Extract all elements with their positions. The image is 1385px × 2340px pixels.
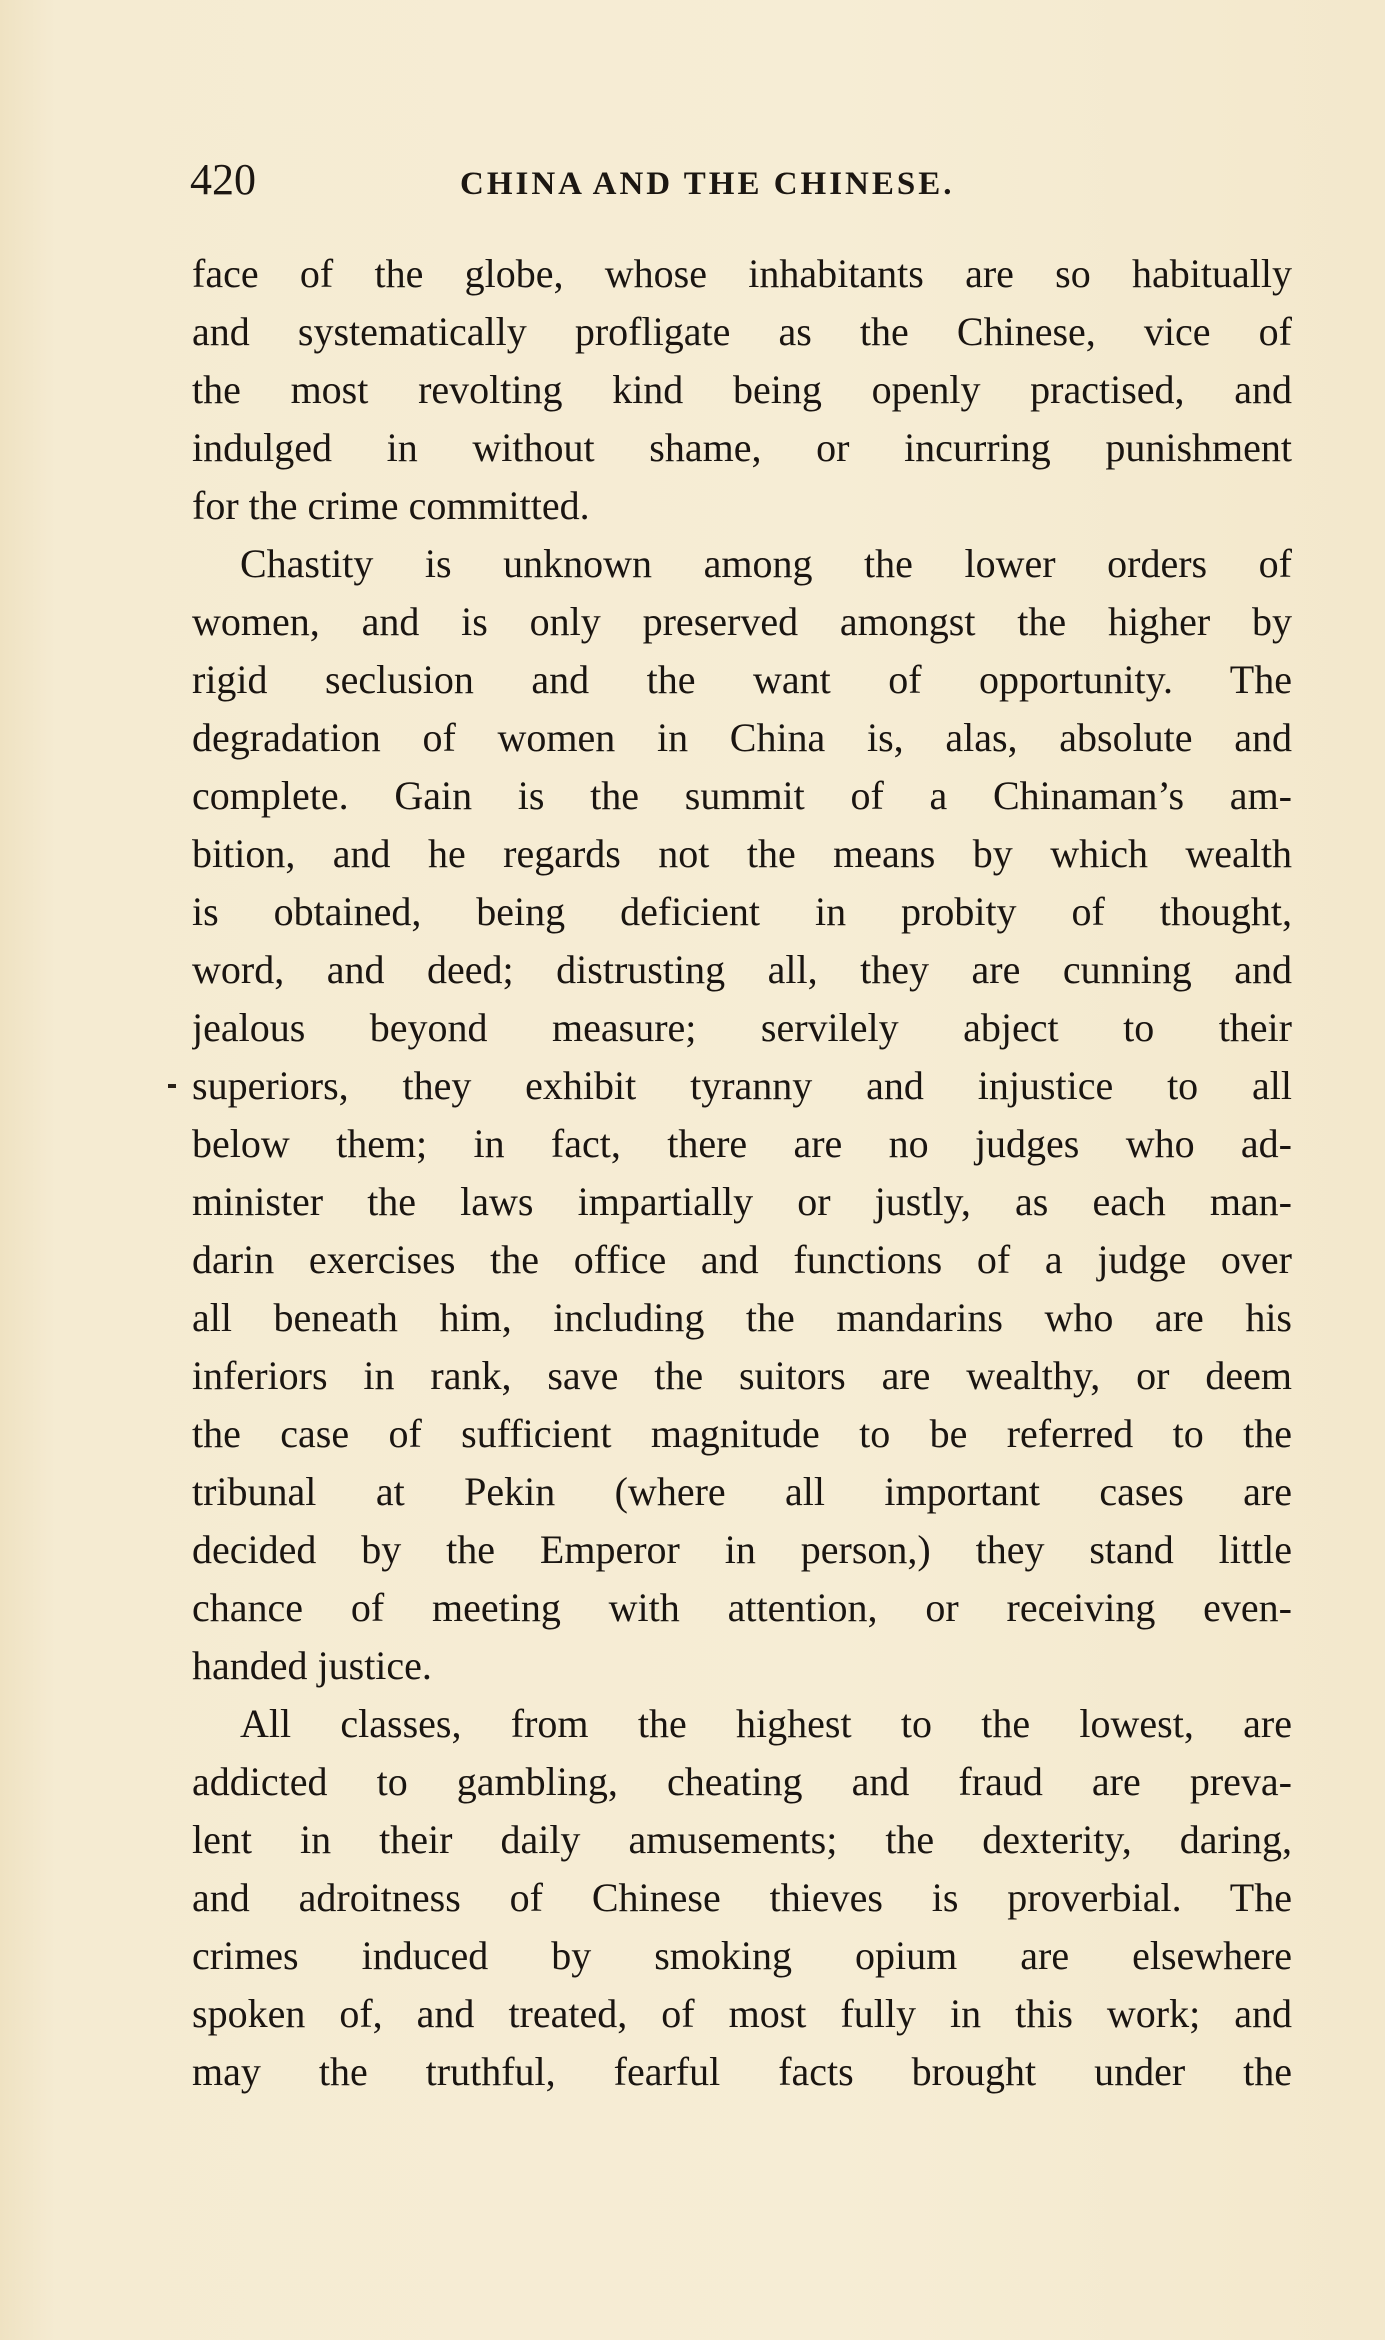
page-header: [190, 150, 1190, 210]
text-line: darin exercises the office and functions of a judge over: [192, 1237, 1292, 1282]
text-line: degradation of women in China is, alas, absolute and: [192, 715, 1292, 760]
text-line: complete. Gain is the summit of a Chinaman’s am-: [192, 773, 1292, 818]
text-line: Chastity is unknown among the lower orders of: [240, 541, 1292, 586]
text-line: decided by the Emperor in person,) they stand little: [192, 1527, 1292, 1572]
running-head: CHINA AND THE CHINESE.: [460, 166, 955, 202]
paragraph-2: [192, 535, 1292, 1695]
text-line: is obtained, being deficient in probity of thought,: [192, 889, 1292, 934]
text-line: all beneath him, including the mandarins who are his: [192, 1295, 1292, 1340]
text-line: below them; in fact, there are no judges who ad-: [192, 1121, 1292, 1166]
text-line: jealous beyond measure; servilely abject to their: [192, 1005, 1292, 1050]
text-line: superiors, they exhibit tyranny and injustice to all: [192, 1063, 1292, 1108]
text-line: rigid seclusion and the want of opportunity. The: [192, 657, 1292, 702]
text-line: All classes, from the highest to the lowest, are: [240, 1701, 1292, 1746]
text-line: tribunal at Pekin (where all important cases are: [192, 1469, 1292, 1514]
text-line: women, and is only preserved amongst the higher by: [192, 599, 1292, 644]
text-line: minister the laws impartially or justly, as each man-: [192, 1179, 1292, 1224]
text-line: word, and deed; distrusting all, they are cunning and: [192, 947, 1292, 992]
paragraph-1: [192, 245, 1292, 535]
text-line: indulged in without shame, or incurring punishment: [192, 425, 1292, 470]
text-line: and adroitness of Chinese thieves is proverbial. The: [192, 1875, 1292, 1920]
page-number: 420: [190, 155, 256, 204]
text-line: crimes induced by smoking opium are elsewhere: [192, 1933, 1292, 1978]
paragraph-3: [192, 1695, 1292, 2101]
text-line: bition, and he regards not the means by which wealth: [192, 831, 1292, 876]
text-line: may the truthful, fearful facts brought under the: [192, 2049, 1292, 2094]
text-line: chance of meeting with attention, or receiving even-: [192, 1585, 1292, 1630]
text-line: and systematically profligate as the Chinese, vice of: [192, 309, 1292, 354]
text-line: the most revolting kind being openly practised, and: [192, 367, 1292, 412]
text-line: lent in their daily amusements; the dexterity, daring,: [192, 1817, 1292, 1862]
text-line: handed justice.: [192, 1643, 432, 1688]
text-line: addicted to gambling, cheating and fraud are preva-: [192, 1759, 1292, 1804]
text-line: the case of sufficient magnitude to be referred to the: [192, 1411, 1292, 1456]
text-line: spoken of, and treated, of most fully in this work; and: [192, 1991, 1292, 2036]
text-line: face of the globe, whose inhabitants are so habitually: [192, 251, 1292, 296]
text-line: for the crime committed.: [192, 483, 590, 528]
text-line: inferiors in rank, save the suitors are wealthy, or deem: [192, 1353, 1292, 1398]
body-text: [192, 245, 1292, 2101]
margin-mark: [168, 1084, 176, 1088]
